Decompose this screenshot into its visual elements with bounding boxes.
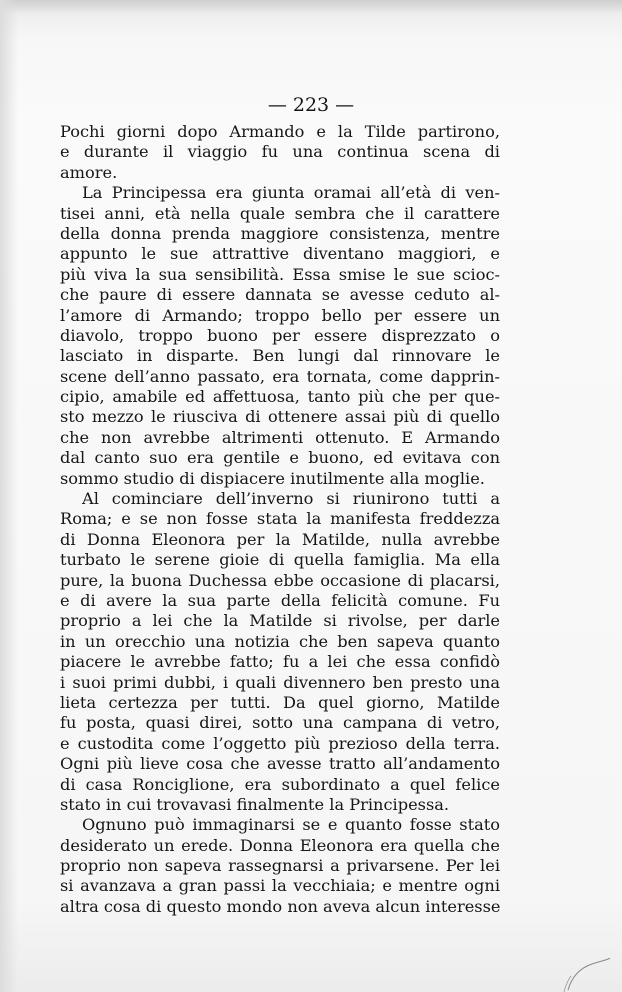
text-line: proprio a lei che la Matilde si rivolse, per darle xyxy=(60,611,500,631)
text-line: di Donna Eleonora per la Matilde, nulla avrebbe xyxy=(60,529,500,549)
scan-shadow-left xyxy=(0,0,18,992)
text-line: turbato le serene gioie di quella famiglia. Ma ella xyxy=(60,550,500,570)
text-line: della donna prenda maggiore consistenza, mentre xyxy=(60,223,500,243)
text-line: in un orecchio una notizia che ben sapeva quanto xyxy=(60,631,500,651)
text-line: che non avrebbe altrimenti ottenuto. E Armando xyxy=(60,427,500,447)
body-text xyxy=(60,122,500,917)
text-line: altra cosa di questo mondo non aveva alcun interesse xyxy=(60,896,501,916)
text-line: Roma; e se non fosse stata la manifesta freddezza xyxy=(60,509,500,529)
text-line: Pochi giorni dopo Armando e la Tilde partirono, xyxy=(60,122,500,141)
text-line: scene dell’anno passato, era tornata, come dapprin- xyxy=(60,366,500,386)
text-line: piacere le avrebbe fatto; fu a lei che essa confidò xyxy=(60,652,500,672)
text-line: Ogni più lieve cosa che avesse tratto all’andamento xyxy=(60,754,500,774)
text-line: Ognuno può immaginarsi se e quanto fosse stato xyxy=(82,815,500,835)
text-line: cipio, amabile ed affettuosa, tanto più che per que- xyxy=(60,387,500,407)
text-line: si avanzava a gran passi la vecchiaia; e mentre ogni xyxy=(60,876,500,896)
pencil-mark xyxy=(562,952,612,992)
text-line: l’amore di Armando; troppo bello per essere un xyxy=(60,305,500,325)
text-line: sommo studio di dispiacere inutilmente alla moglie. xyxy=(60,468,485,488)
text-line: di casa Ronciglione, era subordinato a quel felice xyxy=(60,774,500,794)
text-line: desiderato un erede. Donna Eleonora era quella che xyxy=(60,835,500,855)
text-line: e custodita come l’oggetto più prezioso della terra. xyxy=(60,733,500,753)
text-line: La Principessa era giunta oramai all’età di ven- xyxy=(82,183,500,203)
text-line: fu posta, quasi direi, sotto una campana di vetro, xyxy=(60,713,500,733)
text-line: lasciato in disparte. Ben lungi dal rinnovare le xyxy=(60,346,500,366)
text-line: dal canto suo era gentile e buono, ed evitava con xyxy=(60,448,500,468)
text-line: e durante il viaggio fu una continua scena di xyxy=(60,142,500,162)
text-line: che paure di essere dannata se avesse ceduto al- xyxy=(60,285,500,305)
text-line: i suoi primi dubbi, i quali divennero ben presto una xyxy=(60,672,500,692)
text-line: e di avere la sua parte della felicità comune. Fu xyxy=(60,590,500,610)
text-line: appunto le sue attrattive diventano maggiori, e xyxy=(60,244,500,264)
page-number: — 223 — xyxy=(267,94,355,116)
text-line: lieta certezza per tutti. Da quel giorno, Matilde xyxy=(60,692,500,712)
text-line: amore. xyxy=(60,162,118,182)
scan-shadow-top xyxy=(0,0,622,14)
text-line: proprio non sapeva rassegnarsi a privarsene. Per lei xyxy=(60,856,500,876)
text-line: pure, la buona Duchessa ebbe occasione di placarsi, xyxy=(60,570,500,590)
text-line: Al cominciare dell’inverno si riunirono tutti a xyxy=(82,489,500,509)
text-line: stato in cui trovavasi finalmente la Principessa. xyxy=(60,794,450,814)
text-line: tisei anni, età nella quale sembra che il carattere xyxy=(60,203,500,223)
text-line: più viva la sua sensibilità. Essa smise le sue scioc- xyxy=(60,264,500,284)
text-line: diavolo, troppo buono per essere disprezzato o xyxy=(60,325,500,345)
text-line: sto mezzo le riusciva di ottenere assai più di quello xyxy=(60,407,500,427)
